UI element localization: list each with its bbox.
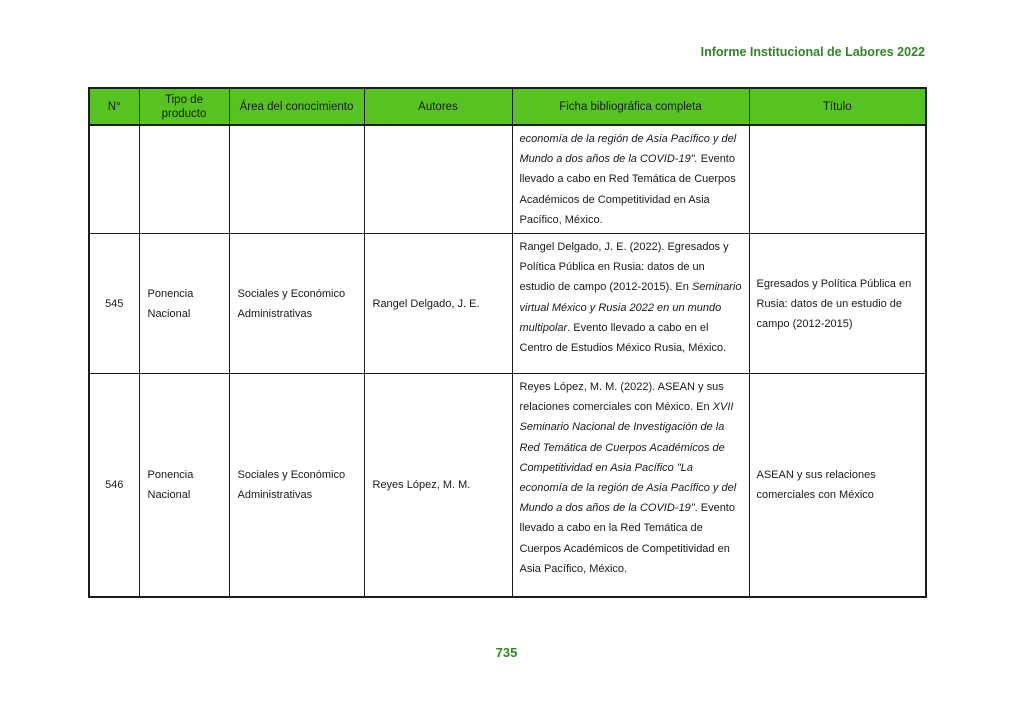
cell-titulo xyxy=(749,125,926,234)
cell-ficha-bibliografica: Rangel Delgado, J. E. (2022). Egresados y Política Pública en Rusia: datos de un estudio de campo (2012-2015). En Seminario virtual México y Rusia 2022 en un mundo multipolar. Evento llevado a cabo en el Centro de Estudios México Rusia, México. xyxy=(512,234,749,374)
publications-table xyxy=(88,87,927,598)
table-row-546 xyxy=(89,374,926,597)
table-row-545 xyxy=(89,234,926,374)
table-header-row xyxy=(89,88,926,125)
cell-numero: 545 xyxy=(89,234,139,374)
cell-area-conocimiento xyxy=(229,125,364,234)
cell-autores: Rangel Delgado, J. E. xyxy=(364,234,512,374)
cell-area-conocimiento: Sociales y Económico Administrativas xyxy=(229,374,364,597)
report-title: Informe Institucional de Labores 2022 xyxy=(700,45,925,59)
cell-titulo: ASEAN y sus relaciones comerciales con México xyxy=(749,374,926,597)
cell-numero xyxy=(89,125,139,234)
cell-tipo-producto: Ponencia Nacional xyxy=(139,234,229,374)
column-header-numero: N° xyxy=(89,88,139,125)
cell-autores: Reyes López, M. M. xyxy=(364,374,512,597)
cell-ficha-bibliografica: economía de la región de Asia Pacífico y del Mundo a dos años de la COVID-19". Evento llevado a cabo en Red Temática de Cuerpos Académicos de Competitividad en Asia Pacífico, México. xyxy=(512,125,749,234)
cell-numero: 546 xyxy=(89,374,139,597)
cell-ficha-bibliografica: Reyes López, M. M. (2022). ASEAN y sus relaciones comerciales con México. En XVII Seminario Nacional de Investigación de la Red Temática de Cuerpos Académicos de Competitividad en Asia Pacífico "La economía de la región de Asia Pacífico y del Mundo a dos años de la COVID-19". Evento llevado a cabo en la Red Temática de Cuerpos Académicos de Competitividad en Asia Pacífico, México. xyxy=(512,374,749,597)
column-header-titulo: Título xyxy=(749,88,926,125)
cell-tipo-producto xyxy=(139,125,229,234)
cell-autores xyxy=(364,125,512,234)
column-header-autores: Autores xyxy=(364,88,512,125)
column-header-ficha-bibliografica: Ficha bibliográfica completa xyxy=(512,88,749,125)
cell-area-conocimiento: Sociales y Económico Administrativas xyxy=(229,234,364,374)
page-number: 735 xyxy=(495,645,518,660)
cell-tipo-producto: Ponencia Nacional xyxy=(139,374,229,597)
table-row-continuation xyxy=(89,125,926,234)
cell-titulo: Egresados y Política Pública en Rusia: datos de un estudio de campo (2012-2015) xyxy=(749,234,926,374)
column-header-tipo-de-producto: Tipo de producto xyxy=(139,88,229,125)
column-header-area-del-conocimiento: Área del conocimiento xyxy=(229,88,364,125)
